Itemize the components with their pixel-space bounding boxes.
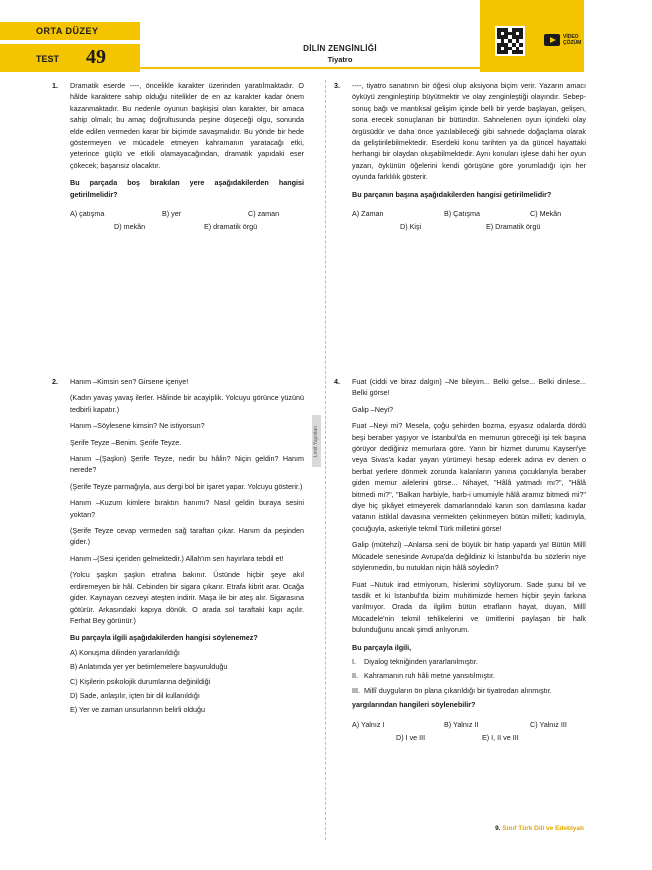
option-b[interactable]: B) Yalnız II — [444, 719, 479, 729]
stage-direction: (Kadın yavaş yavaş ilerler. Hâlinde bir acayiplik. Yolcuyu görünce yüzünü tedbirli kapatır.) — [70, 393, 304, 414]
option-d[interactable]: D) I ve III — [396, 732, 426, 742]
dialogue-paragraph: Fuat –Nutuk irad etmiyorum, hislerimi söylüyorum. Sade şunu bil ve tasdik et ki İstanbul'da bizim muhitimizde hemen hiçbir şeyin farkına varılmıyor. Orada da ilgilim bütün etrafların hayat, duyan, Millî Mücadele'nin tekmil tehlikelerini ve ümitlerini paylaşan bir halk bulunduğunu ancak şimdi anlıyorum. — [352, 579, 586, 635]
statement-item: III. Millî duyguların ön plana çıkarıldığı bir tiyatrodan alınmıştır. — [352, 685, 552, 695]
test-label: TEST — [36, 54, 60, 64]
option-a[interactable]: A) Yalnız I — [352, 719, 385, 729]
topic-subtitle: Tiyatro — [327, 55, 353, 64]
answer-options — [70, 208, 304, 232]
question-stem: Bu parçayla ilgili aşağıdakilerden hangisi söylenemez? — [70, 633, 258, 643]
question-number: 3. — [334, 81, 340, 90]
option-d[interactable]: D) Kişi — [400, 222, 422, 232]
header-rule — [140, 67, 480, 69]
question-stem: Bu parçayla ilgili, — [352, 642, 412, 652]
statement-item: II. Kahramanın ruh hâli metne yansıtılmıştır. — [352, 671, 496, 681]
topic-heading — [260, 44, 420, 64]
option-a[interactable]: A) çatışma — [70, 209, 105, 219]
dialogue-paragraph: Galip –Neyi? — [352, 404, 394, 414]
stage-direction: (Şerife Teyze cevap vermeden sağ taraftan çıkar. Hanım da peşinden gider.) — [70, 526, 304, 547]
footer-book-title: Sınıf Türk Dili ve Edebiyatı — [502, 825, 584, 832]
qr-module — [519, 50, 523, 54]
option-a[interactable]: A) Konuşma dilinden yararlanıldığı — [70, 647, 180, 657]
dialogue-line: Hanım –Söylesene kimsin? Ne istiyorsun? — [70, 421, 205, 431]
option-b[interactable]: B) Anlatımda yer yer betimlemelere başvurulduğu — [70, 662, 228, 672]
answer-options — [352, 208, 586, 232]
dialogue-paragraph: Galip (mütehzi) –Anlarsa seni de büyük bir hatip yapardı ya! Bütün Millî Mücadele senesinde Avrupa'da değildiniz ki İstanbul'da bu sözlerin niye söylenmedin, bu nutukları niçin hâlâ söyledin? — [352, 540, 586, 573]
option-c[interactable]: C) Mekân — [530, 209, 562, 219]
answer-options — [70, 647, 304, 716]
qr-code-icon[interactable] — [495, 26, 525, 56]
option-e[interactable]: E) dramatik örgü — [204, 222, 258, 232]
question-number: 2. — [52, 377, 58, 386]
test-number: 49 — [86, 46, 106, 68]
dialogue-line: Hanım –Kimsin sen? Girsene içeriye! — [70, 377, 189, 386]
dialogue-paragraph: Fuat (ciddi ve biraz dalgın) –Ne bileyim... Belki gelse... Belki dinlese... Belki görse! — [352, 377, 586, 398]
dialogue-line: Hanım –(Sesi içeriden gelmektedir.) Allah'ım sen hayırlara tebdil et! — [70, 553, 284, 563]
stage-direction: (Yolcu şaşkın şaşkın etrafına bakınır. Üstünde hiçbir şeye akıl erdiremeyen bir hâl. Cebinden bir sigara çıkarır. Etrafa kibrit arar. Ocağa gider. Kaynayan cezveyi ateşten indirir. Maşa ile bir ateş alır. Sigarasına götürür. Arkasındaki kapıya dönük. O arada sol taraftaki kapı açılır. Ferhat Bey görünür.) — [70, 570, 304, 625]
statement-item: I. Diyalog tekniğinden yararlanılmıştır. — [352, 656, 478, 666]
option-c[interactable]: C) zaman — [248, 209, 280, 219]
level-label: ORTA DÜZEY — [36, 26, 99, 36]
question-stem-2: yargılarından hangileri söylenebilir? — [352, 700, 476, 710]
question-number: 1. — [52, 81, 58, 90]
dialogue-paragraph: Fuat –Neyi mi? Mesela, çoğu şehirden bozma, eşyasız odalarda dördü beşi beraber yaşıyor ve İstanbul'da en memurun göreceği işi tek başına görüyor dediğiniz memurlara göre. Yarın bir hizmet durumu Kayseri'ye veya Sivas'a kadar yayan yürümeyi hesap ederek adına ev denen o berbat yerlere dönmek zorunda kalanların yanına çocuklarıyla beraber giden memur ailelerini görse... Nihayet, "Hâlâ yatmadı mı?", "Hâlâ bitmedi mi?", "Balkan harbiyle, harb-i umumiyle hâlâ aramız bitmedi mi?" diye hiç şikâyet etmeyerek damarlarındaki kanın son damlasına kadar vatanın istiklal davasına vermekten çekinmeyen bütün milleti; kadınıyla, çocuğuyla, askeriyle tekmil Türk milletini görse! — [352, 421, 586, 533]
play-icon[interactable] — [544, 34, 560, 46]
test-band — [0, 44, 140, 72]
option-c[interactable]: C) Kişilerin psikolojik durumlarına değinildiği — [70, 676, 211, 686]
option-b[interactable]: B) yer — [162, 209, 182, 219]
column-divider — [325, 80, 326, 840]
answer-options — [352, 719, 586, 743]
page-footer — [495, 825, 584, 832]
video-solution-label[interactable]: VİDEO ÇÖZÜM — [563, 34, 582, 46]
question-stem: Bu parçada boş bırakılan yere aşağıdakilerden hangisi getirilmelidir? — [70, 178, 304, 199]
option-e[interactable]: E) I, II ve III — [482, 732, 519, 742]
option-d[interactable]: D) mekân — [114, 222, 146, 232]
option-e[interactable]: E) Yer ve zaman unsurlarının belirli olduğu — [70, 705, 206, 715]
dialogue-line: Hanım –(Şaşkın) Şerife Teyze, nedir bu hâlin? Niçin geldin? Hanım nerede? — [70, 454, 304, 475]
topic-title: DİLİN ZENGİNLİĞİ — [303, 44, 377, 53]
level-band — [0, 22, 140, 40]
publisher-side-tag: Limit Yayınları — [312, 415, 321, 467]
stage-direction: (Şerife Teyze parmağıyla, aus dergi bol bir işaret yapar. Yolcuyu gösterir.) — [70, 481, 303, 491]
option-b[interactable]: B) Çatışma — [444, 209, 480, 219]
statement-list — [352, 656, 586, 696]
dialogue-line: Şerife Teyze –Benim. Şerife Teyze. — [70, 437, 182, 447]
option-e[interactable]: E) Dramatik örgü — [486, 222, 541, 232]
dialogue-line: Hanım –Kuzum kimlere bıraktın hanımı? Nasıl geldin buraya sesini yoktan? — [70, 498, 304, 519]
question-number: 4. — [334, 377, 340, 386]
footer-grade: 9. — [495, 825, 501, 832]
option-c[interactable]: C) Yalnız III — [530, 719, 567, 729]
option-d[interactable]: D) Sade, anlaşılır, içten bir dil kullanıldığı — [70, 690, 200, 700]
question-stem: Bu parçanın başına aşağıdakilerden hangisi getirilmelidir? — [352, 189, 552, 199]
option-a[interactable]: A) Zaman — [352, 209, 384, 219]
question-text: Dramatik eserde ----, öncelikle karakter üzerinden yaratılmaktadır. O hâlde karaktere sahip olduğu nitelikler de en az karakter kadar önem kazanmaktadır. Bu nedenle oyunun başkişisi olan karakter, bir amaca sahip olmalı; bu amaç doğrultusunda peşine düşeceği olgu, sonunda elde edilen vermeden karar bir biçimde savaşmalıdır. Bu yönde bir hede göstermeyen ve mücadele etmeyen kahramanın yaratacağı etki, yeterince güçlü ve etkili olamayacağından, dramatik yapıdaki eser çökecek; başarısız olacaktır. — [70, 81, 304, 170]
question-text: ----, tiyatro sanatının bir öğesi olup aksiyona biçim verir. Yazarın amacı öyküyü zenginleştirip büyütmektir ve olay zenginleştiği olayındır. Sebep-sonuç bağı ve mantıksal gelişim içinde belli bir yerde başlayan, gelişen, sona erecek sonuçlanan bir bütündür. Sahnelenen oyun içindeki olay örgüsüdür ve daha önce yazılabileceği gibi sahnede doğaçlama olarak da geliştirilebilmektedir. Eserdeki konu tarihten ya da güncel hayattaki herhangi bir olaydan oluşabilmektedir. Aynı konuları işlese dahi her oyun yazarı, öykünün öğelerini kendi görüşüne göre yorumladığı için her oyunda farklılık gösterir. — [352, 81, 586, 182]
